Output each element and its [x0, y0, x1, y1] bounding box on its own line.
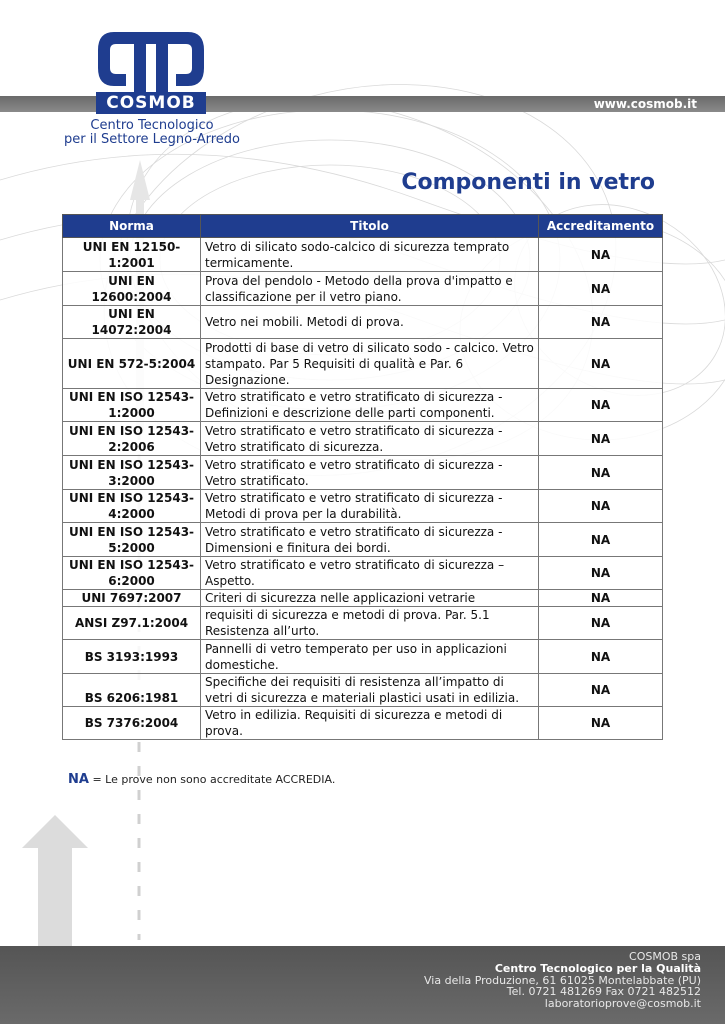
- norma-cell: UNI EN ISO 12543-1:2000: [63, 389, 201, 422]
- table-row: [63, 523, 663, 557]
- norma-cell: UNI EN 12150-1:2001: [63, 238, 201, 272]
- accreditamento-cell: NA: [539, 238, 663, 272]
- titolo-cell: Vetro stratificato e vetro stratificato di sicurezza - Vetro stratificato.: [201, 456, 539, 490]
- table-row: [63, 339, 663, 389]
- norma-cell: UNI EN 12600:2004: [63, 272, 201, 306]
- tagline-line-1: Centro Tecnologico: [90, 118, 214, 133]
- accreditamento-cell: NA: [539, 590, 663, 607]
- norma-cell: BS 7376:2004: [63, 707, 201, 740]
- titolo-cell: Prodotti di base di vetro di silicato sodo - calcico. Vetro stampato. Par 5 Requisiti di qualità e Par. 6 Designazione.: [201, 339, 539, 389]
- norma-cell: UNI EN 14072:2004: [63, 306, 201, 339]
- footer-phone: Tel. 0721 481269 Fax 0721 482512: [506, 985, 701, 999]
- website-link[interactable]: www.cosmob.it: [593, 97, 697, 111]
- titolo-cell: Vetro stratificato e vetro stratificato di sicurezza – Aspetto.: [201, 557, 539, 590]
- accreditamento-cell: NA: [539, 607, 663, 640]
- footer-center: Centro Tecnologico per la Qualità: [494, 961, 701, 975]
- norma-cell: UNI EN 572-5:2004: [63, 339, 201, 389]
- titolo-cell: Vetro stratificato e vetro stratificato di sicurezza - Dimensioni e finitura dei bordi.: [201, 523, 539, 557]
- table-row: [63, 422, 663, 456]
- table-row: [63, 389, 663, 422]
- norma-cell: BS 6206:1981: [63, 674, 201, 707]
- titolo-cell: Specifiche dei requisiti di resistenza all’impatto di vetri di sicurezza e materiali plastici usati in edilizia.: [201, 674, 539, 707]
- legend: [68, 772, 335, 787]
- norma-cell: UNI EN ISO 12543-4:2000: [63, 490, 201, 523]
- titolo-cell: Vetro stratificato e vetro stratificato di sicurezza - Metodi di prova per la durabilità.: [201, 490, 539, 523]
- norma-cell: UNI EN ISO 12543-2:2006: [63, 422, 201, 456]
- header-titolo: Titolo: [201, 215, 539, 238]
- table-row: [63, 272, 663, 306]
- accreditamento-cell: NA: [539, 389, 663, 422]
- legend-text: = Le prove non sono accreditate ACCREDIA.: [92, 773, 336, 786]
- titolo-cell: Vetro stratificato e vetro stratificato di sicurezza - Definizioni e descrizione delle parti componenti.: [201, 389, 539, 422]
- accreditamento-cell: NA: [539, 306, 663, 339]
- table-row: [63, 456, 663, 490]
- titolo-cell: Pannelli di vetro temperato per uso in applicazioni domestiche.: [201, 640, 539, 674]
- header-accreditamento: Accreditamento: [539, 215, 663, 238]
- titolo-cell: Vetro di silicato sodo-calcico di sicurezza temprato termicamente.: [201, 238, 539, 272]
- table-row: [63, 557, 663, 590]
- accreditamento-cell: NA: [539, 272, 663, 306]
- table-header-row: [63, 215, 663, 238]
- tagline: [62, 119, 242, 147]
- table-row: [63, 640, 663, 674]
- accreditamento-cell: NA: [539, 456, 663, 490]
- titolo-cell: Criteri di sicurezza nelle applicazioni vetrarie: [201, 590, 539, 607]
- accreditamento-cell: NA: [539, 640, 663, 674]
- footer-company: COSMOB spa: [629, 950, 701, 963]
- footer-email[interactable]: laboratorioprove@cosmob.it: [544, 997, 701, 1011]
- norma-cell: UNI EN ISO 12543-5:2000: [63, 523, 201, 557]
- norma-cell: UNI EN ISO 12543-6:2000: [63, 557, 201, 590]
- accreditamento-cell: NA: [539, 339, 663, 389]
- titolo-cell: Vetro nei mobili. Metodi di prova.: [201, 306, 539, 339]
- titolo-cell: requisiti di sicurezza e metodi di prova. Par. 5.1 Resistenza all’urto.: [201, 607, 539, 640]
- norma-cell: UNI 7697:2007: [63, 590, 201, 607]
- titolo-cell: Vetro stratificato e vetro stratificato di sicurezza - Vetro stratificato di sicurezza.: [201, 422, 539, 456]
- table-row: [63, 607, 663, 640]
- page-title: Componenti in vetro: [401, 170, 655, 195]
- norma-cell: UNI EN ISO 12543-3:2000: [63, 456, 201, 490]
- standards-table: [62, 214, 663, 740]
- norma-cell: BS 3193:1993: [63, 640, 201, 674]
- titolo-cell: Prova del pendolo - Metodo della prova d'impatto e classificazione per il vetro piano.: [201, 272, 539, 306]
- table-row: [63, 674, 663, 707]
- brand-name: COSMOB: [96, 92, 206, 114]
- norma-cell: ANSI Z97.1:2004: [63, 607, 201, 640]
- footer-contact: [424, 951, 701, 1010]
- legend-abbr: NA: [68, 772, 89, 787]
- accreditamento-cell: NA: [539, 523, 663, 557]
- table-row: [63, 707, 663, 740]
- accreditamento-cell: NA: [539, 490, 663, 523]
- accreditamento-cell: NA: [539, 557, 663, 590]
- table-row: [63, 490, 663, 523]
- tagline-line-2: per il Settore Legno-Arredo: [63, 132, 241, 147]
- table-row: [63, 238, 663, 272]
- accreditamento-cell: NA: [539, 707, 663, 740]
- header-norma: Norma: [63, 215, 201, 238]
- titolo-cell: Vetro in edilizia. Requisiti di sicurezza e metodi di prova.: [201, 707, 539, 740]
- footer-address: Via della Produzione, 61 61025 Montelabbate (PU): [424, 973, 701, 987]
- table-row: [63, 590, 663, 607]
- accreditamento-cell: NA: [539, 674, 663, 707]
- table-row: [63, 306, 663, 339]
- accreditamento-cell: NA: [539, 422, 663, 456]
